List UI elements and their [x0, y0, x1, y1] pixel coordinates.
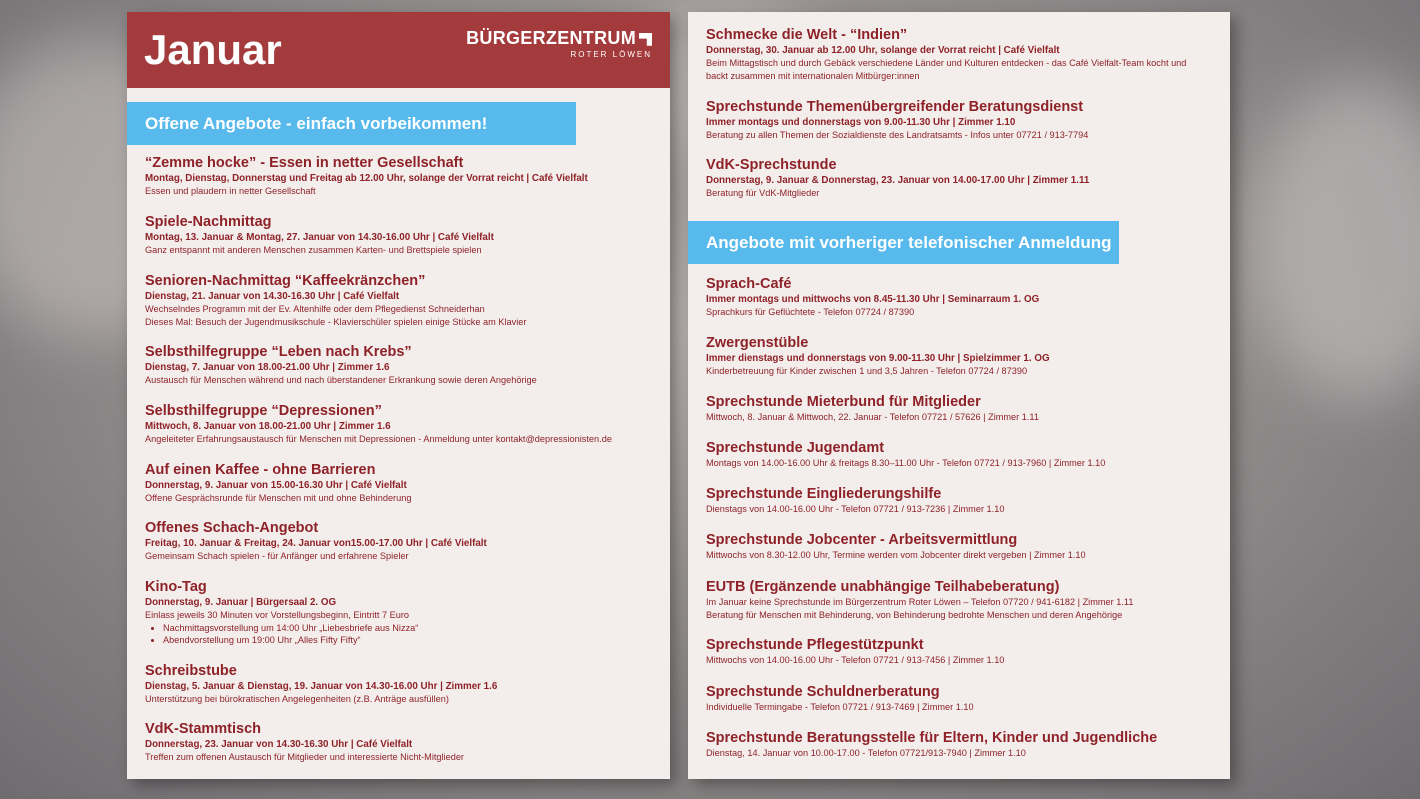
event-time: Mittwoch, 8. Januar von 18.00-21.00 Uhr | Zimmer 1.6 [145, 421, 391, 432]
event-description: Austausch für Menschen während und nach überstandener Erkrankung sowie deren Angehörige [145, 375, 537, 385]
event-entry [706, 394, 1216, 424]
event-title: Senioren-Nachmittag “Kaffeekränzchen” [145, 273, 426, 289]
event-description: backt zusammen mit internationalen Mitbürger:innen [706, 70, 920, 81]
event-time: Immer montags und mittwochs von 8.45-11.30 Uhr | Seminarraum 1. OG [706, 294, 1040, 305]
event-description: Wechselndes Programm mit der Ev. Altenhilfe oder dem Pflegedienst Schneiderhan [145, 304, 485, 314]
event-bullet-item: • Nachmittagsvorstellung um 14:00 Uhr „Liebesbriefe aus Nizza“ [163, 622, 656, 635]
month-title: Januar [144, 26, 282, 73]
month-header [127, 12, 670, 88]
event-title: Sprechstunde Themenübergreifender Beratungsdienst [706, 99, 1084, 115]
event-description: Sprachkurs für Geflüchtete - Telefon 07724 / 87390 [706, 307, 915, 317]
event-time: Montag, Dienstag, Donnerstag und Freitag ab 12.00 Uhr, solange der Vorrat reicht | Café Vielfalt [145, 173, 588, 184]
event-description: Gemeinsam Schach spielen - für Anfänger und erfahrene Spieler [145, 551, 409, 561]
event-entry [706, 730, 1216, 760]
event-entry [145, 663, 656, 706]
event-entry [706, 440, 1216, 470]
logo-main-text: BÜRGERZENTRUM [466, 28, 636, 48]
event-title: VdK-Sprechstunde [706, 157, 837, 173]
event-entry [706, 637, 1216, 667]
event-title: Sprechstunde Pflegestützpunkt [706, 637, 924, 653]
event-description: Einlass jeweils 30 Minuten vor Vorstellungsbeginn, Eintritt 7 Euro [145, 610, 410, 620]
event-entry [706, 684, 1216, 714]
event-title: Spiele-Nachmittag [145, 214, 272, 230]
event-title: VdK-Stammtisch [145, 721, 262, 737]
event-description: Beratung für Menschen mit Behinderung, von Behinderung bedrohte Menschen und deren Angehörige [706, 609, 1123, 620]
event-description: Mittwochs von 14.00-16.00 Uhr - Telefon 07721 / 913-7456 | Zimmer 1.10 [706, 655, 1005, 665]
event-description: Offene Gesprächsrunde für Menschen mit und ohne Behinderung [145, 493, 412, 503]
event-entry [145, 273, 656, 328]
event-time: Immer dienstags und donnerstags von 9.00-11.30 Uhr | Spielzimmer 1. OG [706, 353, 1050, 364]
event-title: Offenes Schach-Angebot [145, 520, 319, 536]
event-entry [706, 486, 1216, 516]
event-entry [145, 214, 656, 257]
event-entry [145, 155, 656, 198]
event-title: Selbsthilfegruppe “Leben nach Krebs” [145, 344, 412, 360]
event-entry [145, 403, 656, 446]
event-description: Angeleiteter Erfahrungsaustausch für Menschen mit Depressionen - Anmeldung unter kontakt@depressionisten.de [145, 434, 612, 444]
event-description: Mittwoch, 8. Januar & Mittwoch, 22. Januar - Telefon 07721 / 57626 | Zimmer 1.11 [706, 412, 1039, 422]
event-title: Schreibstube [145, 663, 237, 679]
event-title: Schmecke die Welt - “Indien” [706, 27, 908, 43]
event-time: Dienstag, 21. Januar von 14.30-16.30 Uhr | Café Vielfalt [145, 291, 400, 302]
event-entry [706, 335, 1216, 378]
event-description: Kinderbetreuung für Kinder zwischen 1 und 3,5 Jahren - Telefon 07724 / 87390 [706, 366, 1028, 376]
event-title: Sprechstunde Jugendamt [706, 440, 885, 456]
logo-sub-text: ROTER LÖWEN [570, 50, 652, 59]
event-title: Kino-Tag [145, 579, 207, 595]
event-entry [145, 520, 656, 563]
event-entry [145, 344, 656, 387]
event-description: Montags von 14.00-16.00 Uhr & freitags 8.30–11.00 Uhr - Telefon 07721 / 913-7960 | Zimmer 1.10 [706, 458, 1106, 468]
event-entry [706, 157, 1216, 200]
event-entry [706, 27, 1216, 82]
event-entry [706, 276, 1216, 319]
event-description: Individuelle Termingabe - Telefon 07721 / 913-7469 | Zimmer 1.10 [706, 702, 974, 712]
event-title: Selbsthilfegruppe “Depressionen” [145, 403, 382, 419]
event-description: Essen und plaudern in netter Gesellschaft [145, 186, 316, 196]
event-time: Montag, 13. Januar & Montag, 27. Januar von 14.30-16.00 Uhr | Café Vielfalt [145, 232, 494, 243]
event-description: Dienstags von 14.00-16.00 Uhr - Telefon 07721 / 913-7236 | Zimmer 1.10 [706, 504, 1005, 514]
event-description: Dienstag, 14. Januar von 10.00-17.00 - Telefon 07721/913-7940 | Zimmer 1.10 [706, 748, 1026, 758]
event-title: Auf einen Kaffee - ohne Barrieren [145, 462, 376, 478]
event-title: “Zemme hocke” - Essen in netter Gesellschaft [145, 155, 464, 171]
event-description: Beratung zu allen Themen der Sozialdienste des Landratsamts - Infos unter 07721 / 913-7794 [706, 130, 1089, 140]
event-description: Ganz entspannt mit anderen Menschen zusammen Karten- und Brettspiele spielen [145, 245, 482, 255]
event-title: Sprach-Café [706, 276, 792, 292]
flyer-right-page [688, 12, 1230, 779]
logo-mark-icon [639, 33, 652, 46]
flyer-left-page [127, 12, 670, 779]
event-entry [145, 579, 656, 647]
event-entry [145, 462, 656, 505]
event-title: Sprechstunde Mieterbund für Mitglieder [706, 394, 981, 410]
event-time: Immer montags und donnerstags von 9.00-11.30 Uhr | Zimmer 1.10 [706, 117, 1016, 128]
event-time: Freitag, 10. Januar & Freitag, 24. Januar von15.00-17.00 Uhr | Café Vielfalt [145, 538, 487, 549]
section-banner-registration-offers: Angebote mit vorheriger telefonischer Anmeldung [688, 221, 1119, 264]
buergerzentrum-logo [466, 28, 652, 59]
event-entry [706, 579, 1216, 621]
event-description: Treffen zum offenen Austausch für Mitglieder und interessierte Nicht-Mitglieder [145, 752, 464, 762]
event-description: Im Januar keine Sprechstunde im Bürgerzentrum Roter Löwen – Telefon 07720 / 941-6182 | Zimmer 1.11 [706, 597, 1134, 607]
event-entry [706, 532, 1216, 562]
event-description: Dieses Mal: Besuch der Jugendmusikschule - Klavierschüler spielen einige Stücke am Klavier [145, 316, 527, 327]
event-title: Sprechstunde Jobcenter - Arbeitsvermittlung [706, 532, 1018, 548]
event-title: Zwergenstüble [706, 335, 809, 351]
event-bullet-list [145, 622, 656, 647]
event-description: Beratung für VdK-Mitglieder [706, 188, 820, 198]
event-title: Sprechstunde Eingliederungshilfe [706, 486, 942, 502]
event-title: Sprechstunde Beratungsstelle für Eltern, Kinder und Jugendliche [706, 730, 1158, 746]
section-banner-open-offers: Offene Angebote - einfach vorbeikommen! [127, 102, 576, 145]
background-blur [1250, 80, 1420, 400]
event-entry [145, 721, 656, 764]
event-description: Beim Mittagstisch und durch Gebäck verschiedene Länder und Kulturen entdecken - das Café Vielfalt-Team kocht und [706, 58, 1187, 68]
event-title: EUTB (Ergänzende unabhängige Teilhabeberatung) [706, 579, 1060, 595]
event-time: Donnerstag, 30. Januar ab 12.00 Uhr, solange der Vorrat reicht | Café Vielfalt [706, 45, 1060, 56]
event-time: Dienstag, 7. Januar von 18.00-21.00 Uhr | Zimmer 1.6 [145, 362, 390, 373]
event-time: Donnerstag, 9. Januar von 15.00-16.30 Uhr | Café Vielfalt [145, 480, 407, 491]
event-time: Donnerstag, 9. Januar & Donnerstag, 23. Januar von 14.00-17.00 Uhr | Zimmer 1.11 [706, 175, 1090, 186]
event-description: Mittwochs von 8.30-12.00 Uhr, Termine werden vom Jobcenter direkt vergeben | Zimmer 1.10 [706, 550, 1086, 560]
event-description: Unterstützung bei bürokratischen Angelegenheiten (z.B. Anträge ausfüllen) [145, 694, 449, 704]
event-bullet-item: • Abendvorstellung um 19:00 Uhr „Alles Fifty Fifty“ [163, 634, 656, 647]
event-title: Sprechstunde Schuldnerberatung [706, 684, 940, 700]
event-entry [706, 99, 1216, 142]
event-time: Dienstag, 5. Januar & Dienstag, 19. Januar von 14.30-16.00 Uhr | Zimmer 1.6 [145, 681, 498, 692]
event-time: Donnerstag, 23. Januar von 14.30-16.30 Uhr | Café Vielfalt [145, 739, 413, 750]
event-time: Donnerstag, 9. Januar | Bürgersaal 2. OG [145, 597, 337, 608]
